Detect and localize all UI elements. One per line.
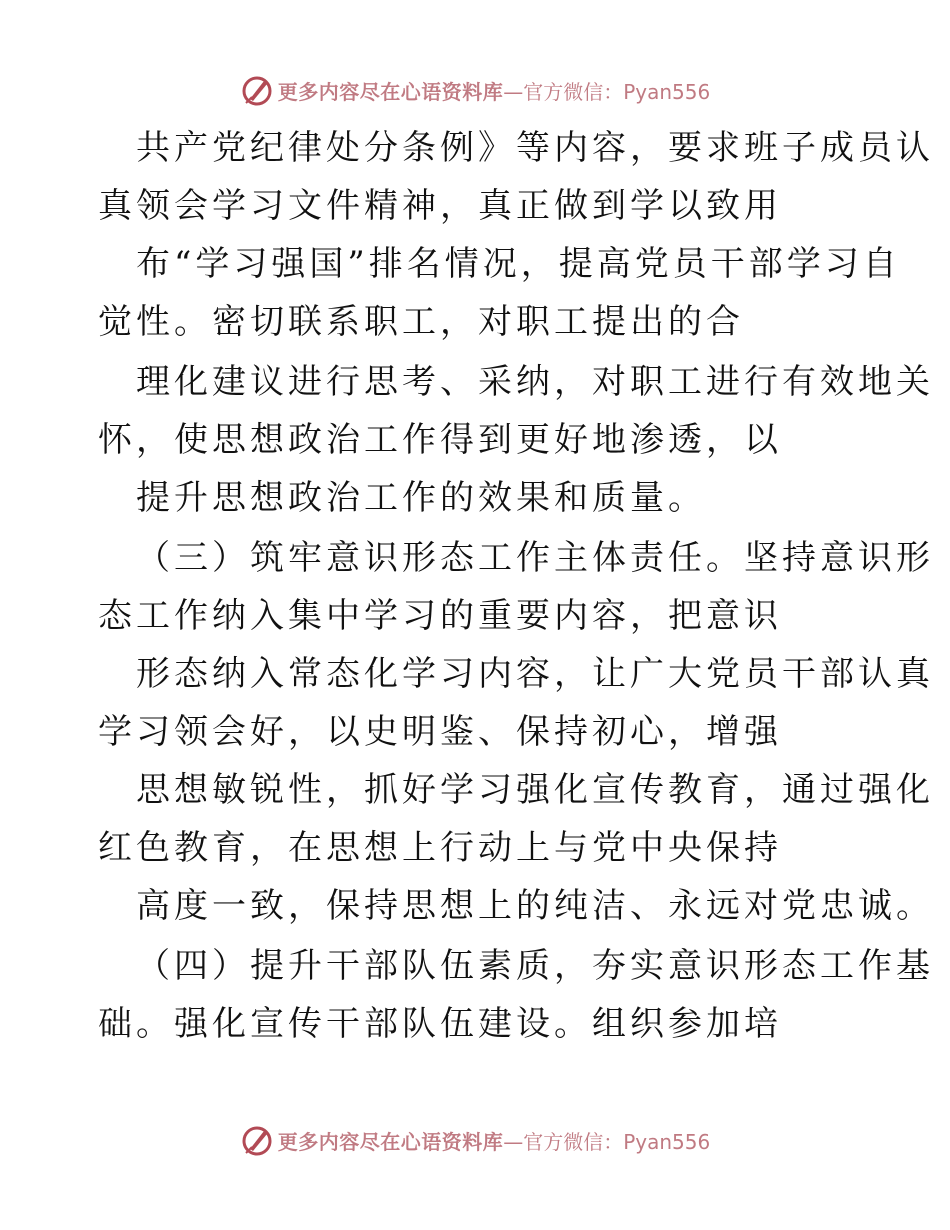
- footer-brand-text: 更多内容尽在心语资料库: [277, 1129, 504, 1154]
- body-line-11: 学习领会好，以史明鉴、保持初心，增强: [98, 712, 782, 752]
- body-line-16: 础。强化宣传干部队伍建设。组织参加培: [98, 1004, 782, 1044]
- body-line-9: 态工作纳入集中学习的重要内容，把意识: [98, 596, 782, 636]
- body-line-7: 提升思想政治工作的效果和质量。: [136, 478, 706, 518]
- header-contact-text: —官方微信：Pyan556: [503, 79, 711, 104]
- body-line-2: 真领会学习文件精神，真正做到学以致用: [98, 186, 782, 226]
- body-line-4: 觉性。密切联系职工，对职工提出的合: [98, 302, 744, 342]
- footer-contact-text: —官方微信：Pyan556: [503, 1129, 711, 1154]
- body-line-14: 高度一致，保持思想上的纯洁、永远对党忠诚。: [136, 886, 934, 926]
- header-watermark: [0, 70, 950, 110]
- quill-logo-icon: [240, 1123, 274, 1157]
- body-line-10: 形态纳入常态化学习内容，让广大党员干部认真: [136, 654, 934, 694]
- header-brand-text: 更多内容尽在心语资料库: [277, 79, 504, 104]
- body-line-13: 红色教育，在思想上行动上与党中央保持: [98, 828, 782, 868]
- body-line-3: 布“学习强国”排名情况，提高党员干部学习自: [136, 244, 901, 284]
- body-line-8: （三）筑牢意识形态工作主体责任。坚持意识形: [136, 538, 934, 578]
- body-line-5: 理化建议进行思考、采纳，对职工进行有效地关: [136, 362, 934, 402]
- body-line-6: 怀，使思想政治工作得到更好地渗透，以: [98, 420, 782, 460]
- quill-logo-icon: [240, 73, 274, 107]
- body-line-12: 思想敏锐性，抓好学习强化宣传教育，通过强化: [136, 770, 934, 810]
- body-line-15: （四）提升干部队伍素质，夯实意识形态工作基: [136, 946, 934, 986]
- footer-watermark: [0, 1120, 950, 1160]
- body-line-1: 共产党纪律处分条例》等内容，要求班子成员认: [136, 128, 934, 168]
